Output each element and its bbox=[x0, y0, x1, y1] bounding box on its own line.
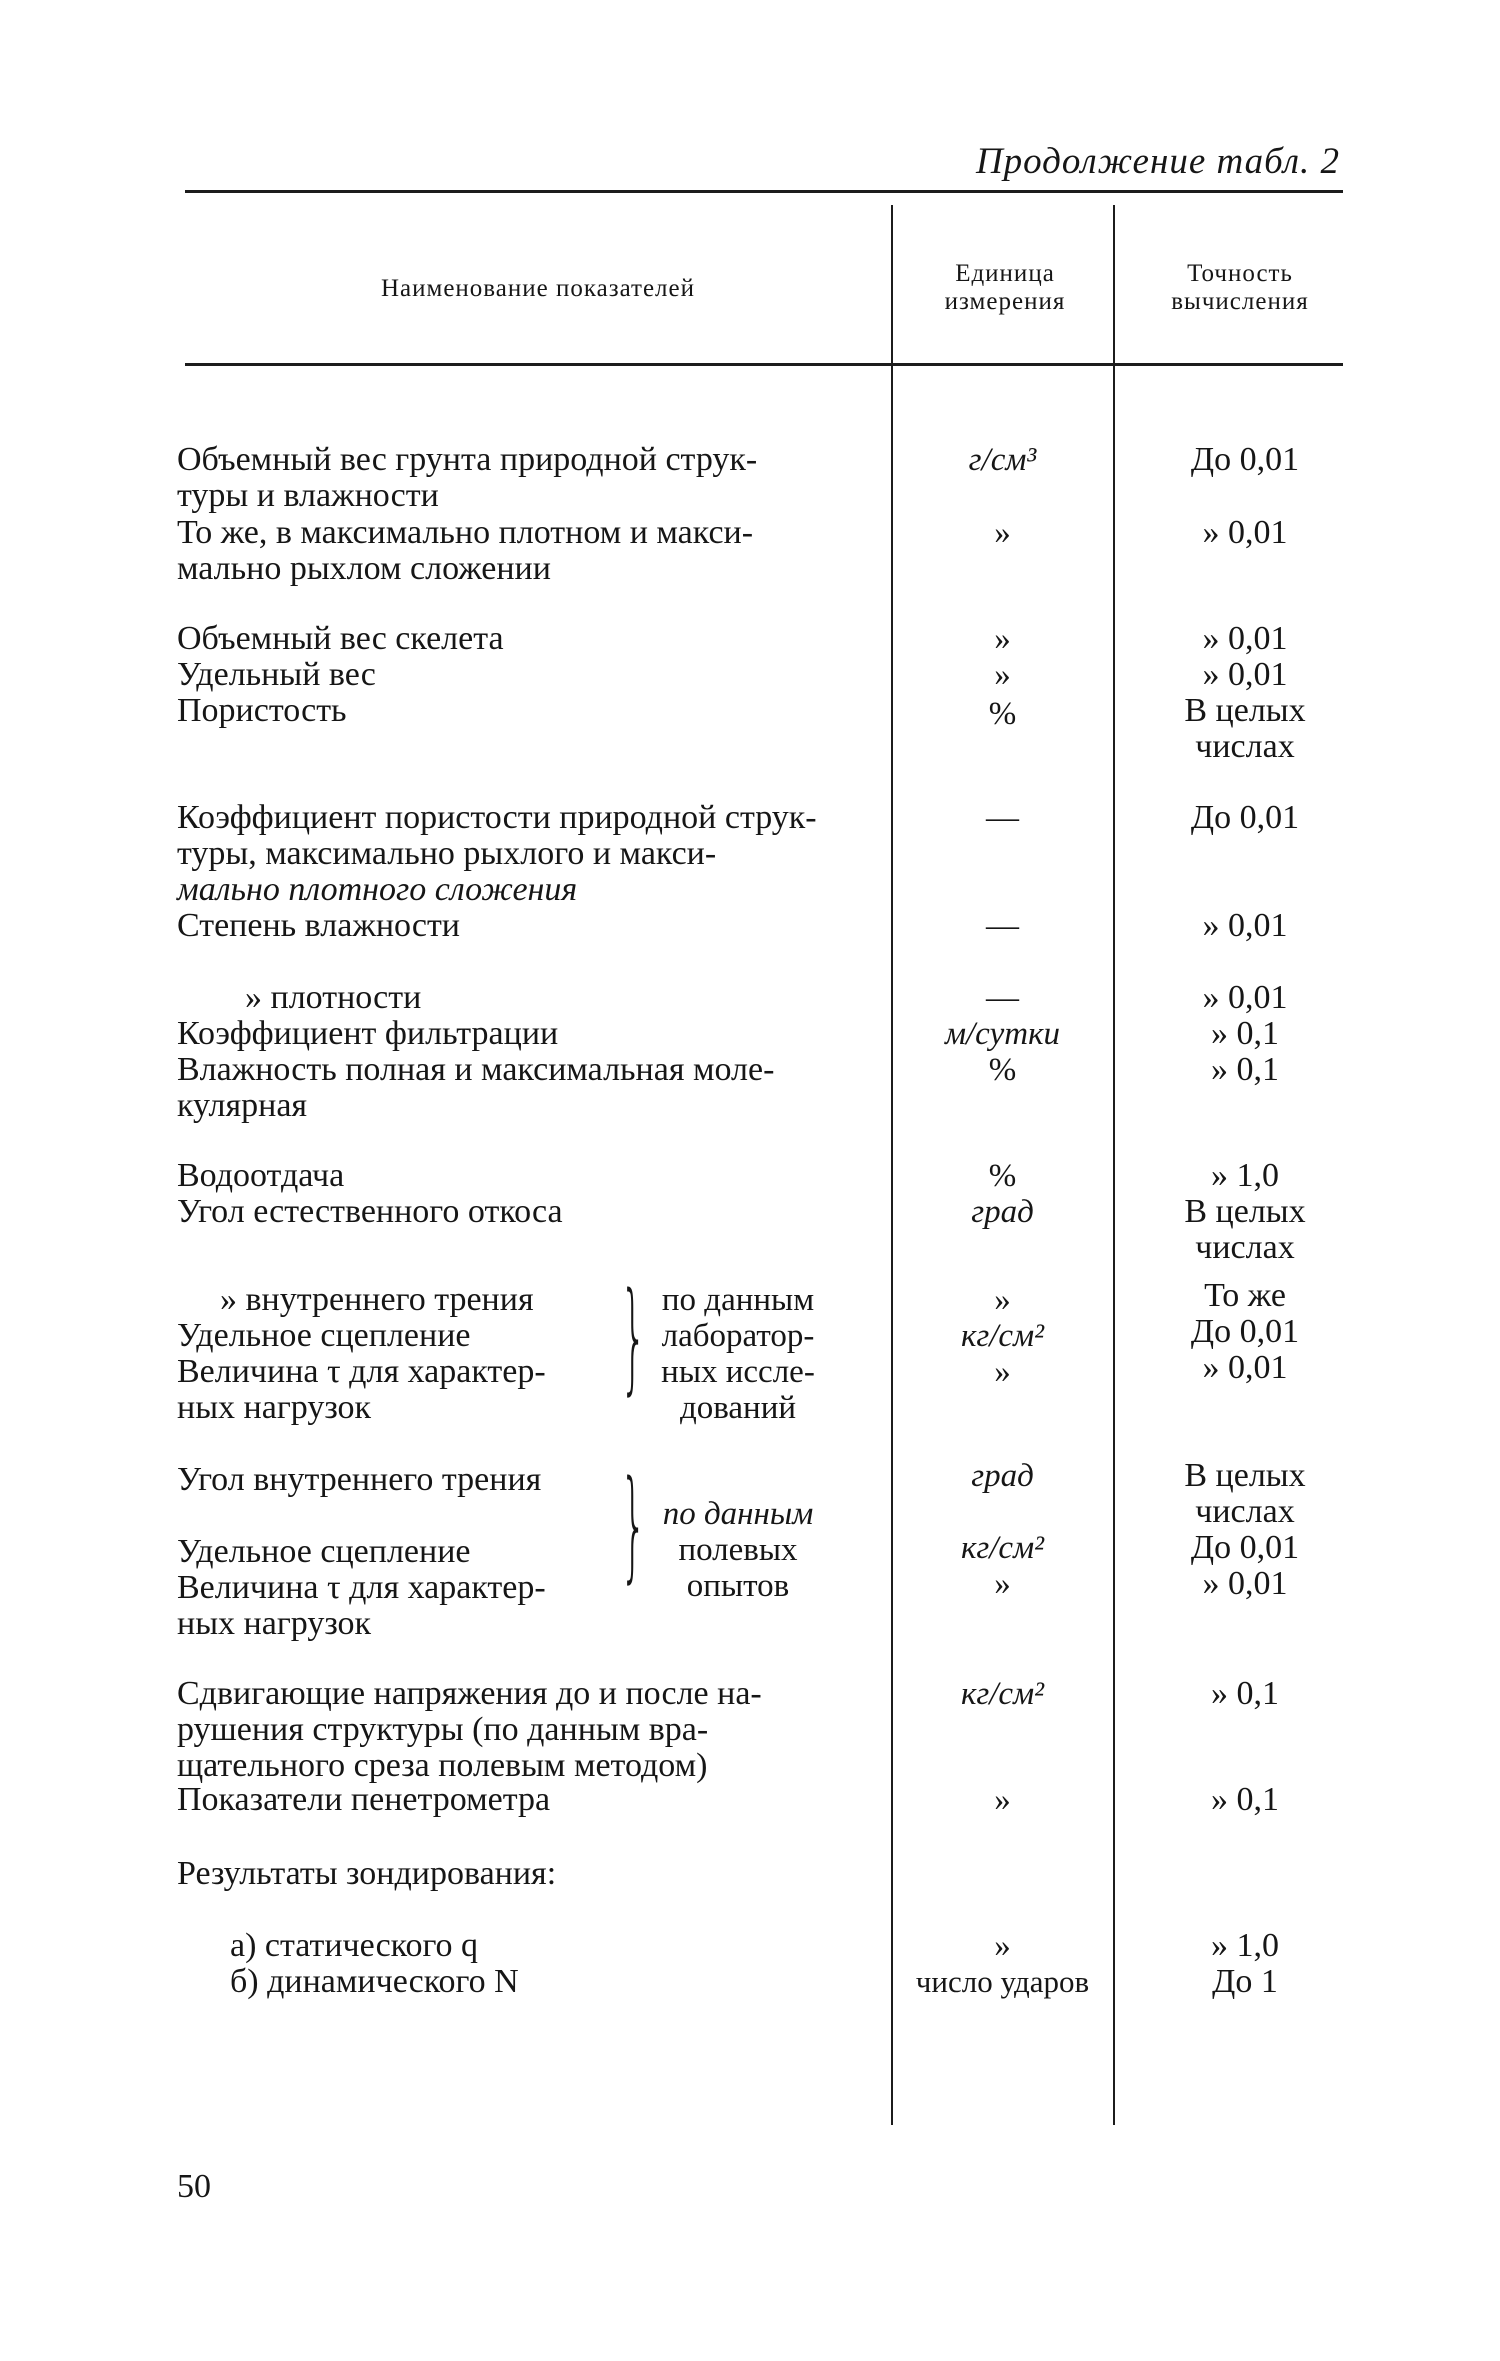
row-unit: » bbox=[994, 1782, 1011, 1818]
field-note-3: опытов bbox=[686, 1568, 790, 1604]
lab-note-1: по данным bbox=[661, 1282, 815, 1318]
row-name-cont: мально рыхлом сложении bbox=[177, 550, 551, 587]
row-name-cont: туры и влажности bbox=[177, 477, 439, 514]
row-precision: » 0,1 bbox=[1211, 1675, 1279, 1712]
row-unit: » bbox=[994, 621, 1011, 657]
header-precision: Точность вычисления bbox=[1171, 260, 1309, 315]
row-name: » плотности bbox=[245, 979, 422, 1016]
row-precision: » 0,01 bbox=[1202, 620, 1288, 657]
row-unit: г/см³ bbox=[968, 442, 1037, 478]
row-name: Объемный вес грунта природной струк- bbox=[177, 441, 758, 478]
row-name: Показатели пенетрометра bbox=[177, 1781, 551, 1818]
table-caption: Продолжение табл. 2 bbox=[975, 141, 1340, 182]
field-name-d: ных нагрузок bbox=[177, 1605, 372, 1642]
row-unit: — bbox=[986, 800, 1019, 836]
lab-unit-b: кг/см² bbox=[960, 1318, 1045, 1354]
field-note-2: полевых bbox=[678, 1532, 798, 1568]
row-name: Объемный вес скелета bbox=[177, 620, 504, 657]
row-precision: » 1,0 bbox=[1211, 1927, 1279, 1964]
row-precision: В целых bbox=[1184, 1193, 1306, 1230]
header-name: Наименование показателей bbox=[380, 275, 696, 302]
row-precision: До 0,01 bbox=[1190, 441, 1300, 478]
row-unit: » bbox=[994, 515, 1011, 551]
field-unit-c: » bbox=[994, 1566, 1011, 1602]
field-name-b: Удельное сцепление bbox=[177, 1533, 471, 1570]
row-name: То же, в максимально плотном и макси- bbox=[177, 514, 754, 551]
lab-name-c: Величина τ для характер- bbox=[177, 1353, 546, 1390]
row-precision: » 0,1 bbox=[1211, 1015, 1279, 1052]
lab-precision-a: То же bbox=[1204, 1277, 1286, 1314]
field-precision-c: » 0,01 bbox=[1202, 1565, 1288, 1602]
top-rule bbox=[185, 190, 1343, 193]
field-precision-a: В целых bbox=[1184, 1457, 1306, 1494]
row-name: а) статического q bbox=[230, 1927, 479, 1964]
row-unit: число ударов bbox=[915, 1964, 1090, 1999]
row-name: Угол естественного откоса bbox=[177, 1193, 563, 1230]
field-brace: } bbox=[620, 1456, 647, 1595]
row-precision: » 0,01 bbox=[1202, 979, 1288, 1016]
row-unit: кг/см² bbox=[960, 1676, 1045, 1712]
lab-unit-c: » bbox=[994, 1354, 1011, 1390]
lab-name-a: » внутреннего трения bbox=[220, 1281, 534, 1318]
field-name-a: Угол внутреннего трения bbox=[177, 1461, 542, 1498]
lab-note-3: ных иссле- bbox=[661, 1354, 815, 1390]
row-unit: м/сутки bbox=[944, 1016, 1061, 1052]
row-name-cont: мально плотного сложения bbox=[177, 871, 578, 908]
row-name-cont: щательного среза полевым методом) bbox=[177, 1747, 708, 1784]
row-name-cont: кулярная bbox=[177, 1087, 308, 1124]
row-unit: % bbox=[988, 1158, 1017, 1194]
row-name: Влажность полная и максимальная моле- bbox=[177, 1051, 775, 1088]
lab-precision-c: » 0,01 bbox=[1202, 1349, 1288, 1386]
row-precision: » 0,1 bbox=[1211, 1051, 1279, 1088]
row-name-cont: туры, максимально рыхлого и макси- bbox=[177, 835, 717, 872]
page-number: 50 bbox=[177, 2168, 211, 2205]
lab-note-4: дований bbox=[679, 1390, 797, 1426]
row-name: Сдвигающие напряжения до и после на- bbox=[177, 1675, 762, 1712]
row-name-cont: рушения структуры (по данным вра- bbox=[177, 1711, 709, 1748]
row-precision: До 0,01 bbox=[1190, 799, 1300, 836]
row-precision: » 0,01 bbox=[1202, 656, 1288, 693]
row-name: Пористость bbox=[177, 692, 347, 729]
row-precision: » 0,1 bbox=[1211, 1781, 1279, 1818]
row-precision: До 1 bbox=[1212, 1963, 1278, 2000]
row-precision-cont: числах bbox=[1195, 728, 1295, 765]
field-precision-a-cont: числах bbox=[1195, 1493, 1295, 1530]
header-bottom-rule bbox=[185, 363, 1343, 366]
row-name: Коэффициент пористости природной струк- bbox=[177, 799, 817, 836]
header-unit: Единица измерения bbox=[944, 260, 1066, 315]
row-unit: » bbox=[994, 1928, 1011, 1964]
row-precision: » 0,01 bbox=[1202, 514, 1288, 551]
row-name: б) динамического N bbox=[230, 1963, 519, 2000]
row-name: Коэффициент фильтрации bbox=[177, 1015, 559, 1052]
row-precision: » 0,01 bbox=[1202, 907, 1288, 944]
lab-name-b: Удельное сцепление bbox=[177, 1317, 471, 1354]
field-precision-b: До 0,01 bbox=[1190, 1529, 1300, 1566]
row-unit: » bbox=[994, 657, 1011, 693]
field-name-c: Величина τ для характер- bbox=[177, 1569, 546, 1606]
row-unit: — bbox=[986, 908, 1019, 944]
field-note-1: по данным bbox=[662, 1496, 814, 1532]
field-unit-b: кг/см² bbox=[960, 1530, 1045, 1566]
row-name: Водоотдача bbox=[177, 1157, 345, 1194]
lab-note-2: лаборатор- bbox=[661, 1318, 815, 1354]
row-unit: % bbox=[988, 1052, 1017, 1088]
row-precision: » 1,0 bbox=[1211, 1157, 1279, 1194]
row-name: Результаты зондирования: bbox=[177, 1855, 557, 1892]
row-unit: град bbox=[971, 1194, 1034, 1230]
row-unit: % bbox=[988, 696, 1017, 732]
row-precision: В целых bbox=[1184, 692, 1306, 729]
row-name: Степень влажности bbox=[177, 907, 461, 944]
lab-unit-a: » bbox=[994, 1282, 1011, 1318]
field-unit-a: град bbox=[971, 1458, 1034, 1494]
lab-precision-b: До 0,01 bbox=[1190, 1313, 1300, 1350]
row-precision-cont: числах bbox=[1195, 1229, 1295, 1266]
row-name: Удельный вес bbox=[177, 656, 376, 693]
row-unit: — bbox=[986, 980, 1019, 1016]
lab-name-d: ных нагрузок bbox=[177, 1389, 372, 1426]
lab-brace: } bbox=[620, 1268, 647, 1407]
